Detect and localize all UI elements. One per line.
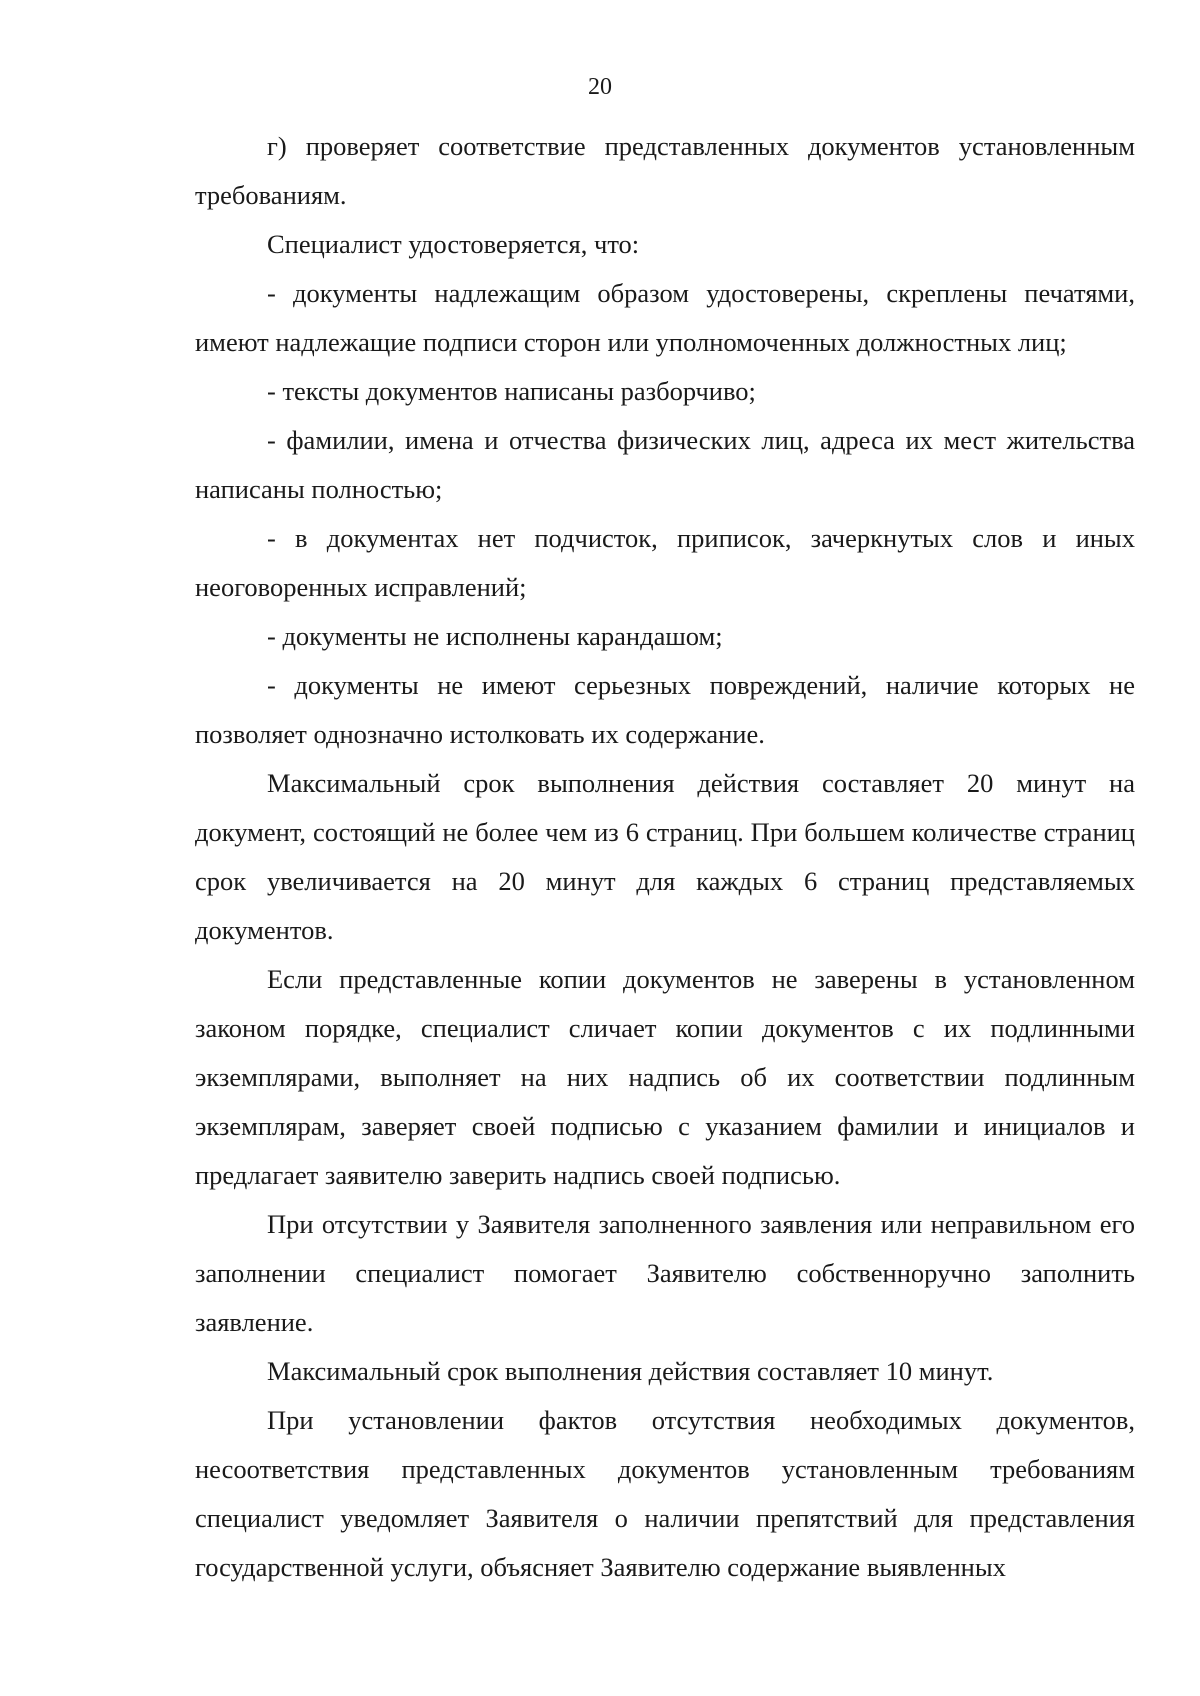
paragraph-no-pencil: - документы не исполнены карандашом; [267, 621, 723, 651]
document-body [195, 122, 1135, 1592]
paragraph-copies-verification: Если представленные копии документов не заверены в установленном законом порядке, специалист сличает копии документов с их подлинными экземплярами, выполняет на них надпись об их соответствии подлинным экземплярам, заверяет своей подписью с указанием фамилии и инициалов и предлагает заявителю заверить надпись своей подписью. [195, 964, 1135, 1190]
paragraph-max-time-10: Максимальный срок выполнения действия составляет 10 минут. [267, 1356, 994, 1386]
paragraph-texts-legible: - тексты документов написаны разборчиво; [267, 376, 756, 406]
paragraph-max-time-20: Максимальный срок выполнения действия составляет 20 минут на документ, состоящий не более чем из 6 страниц. При большем количестве страниц срок увеличивается на 20 минут для каждых 6 страниц представляемых документов. [195, 768, 1135, 945]
paragraph-documents-certified: - документы надлежащим образом удостоверены, скреплены печатями, имеют надлежащие подписи сторон или уполномоченных должностных лиц; [195, 278, 1135, 357]
paragraph-specialist-verifies: Специалист удостоверяется, что: [267, 229, 640, 259]
page-number: 20 [588, 74, 612, 100]
paragraph-names-full: - фамилии, имена и отчества физических лиц, адреса их мест жительства написаны полностью; [195, 425, 1135, 504]
paragraph-missing-documents: При установлении фактов отсутствия необходимых документов, несоответствия представленных документов установленным требованиям специалист уведомляет Заявителя о наличии препятствий для представления государственной услуги, объясняет Заявителю содержание выявленных [195, 1405, 1135, 1582]
paragraph-item-check-compliance: г) проверяет соответствие представленных документов установленным требованиям. [195, 131, 1135, 210]
paragraph-no-damage: - документы не имеют серьезных повреждений, наличие которых не позволяет однозначно истолковать их содержание. [195, 670, 1135, 749]
paragraph-application-help: При отсутствии у Заявителя заполненного заявления или неправильном его заполнении специалист помогает Заявителю собственноручно заполнить заявление. [195, 1209, 1135, 1337]
paragraph-no-erasures: - в документах нет подчисток, приписок, зачеркнутых слов и иных неоговоренных исправлений; [195, 523, 1135, 602]
